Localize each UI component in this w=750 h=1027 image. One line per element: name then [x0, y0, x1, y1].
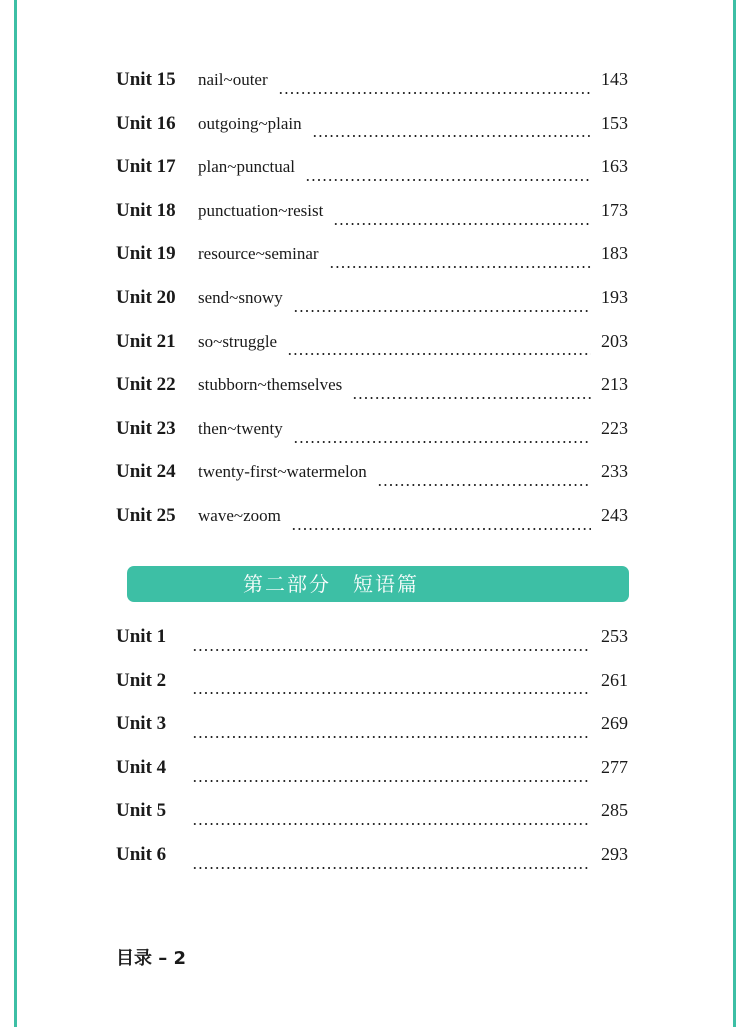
toc-entry — [116, 800, 628, 844]
dot-leader — [293, 441, 591, 443]
unit-label: Unit 21 — [116, 330, 176, 352]
dot-leader — [192, 823, 591, 825]
dot-leader — [305, 179, 591, 181]
word-range: stubborn~themselves — [198, 375, 343, 395]
word-range: so~struggle — [198, 331, 278, 351]
word-range: punctuation~resist — [198, 200, 324, 220]
word-range: plan~punctual — [198, 157, 296, 177]
page-number: 293 — [601, 843, 628, 864]
word-range: wave~zoom — [198, 505, 281, 525]
section-part-label: 第二部分 — [243, 572, 331, 596]
section-banner — [127, 566, 629, 602]
toc-entry — [116, 374, 628, 418]
dot-leader — [291, 528, 591, 530]
page-footer: 目录 – 2 — [116, 948, 187, 969]
dot-leader — [192, 867, 591, 869]
word-range: resource~seminar — [198, 244, 319, 264]
dot-leader — [352, 397, 591, 399]
dot-leader — [333, 223, 591, 225]
section-name-label: 短语篇 — [353, 572, 419, 596]
toc-entry — [116, 113, 628, 157]
dot-leader — [192, 692, 591, 694]
unit-label: Unit 23 — [116, 417, 176, 439]
toc-entry — [116, 626, 628, 670]
dot-leader — [293, 310, 591, 312]
unit-label: Unit 1 — [116, 626, 167, 647]
word-range: outgoing~plain — [198, 113, 302, 133]
page-number: 183 — [601, 243, 628, 264]
page-number: 223 — [601, 417, 628, 438]
dot-leader — [192, 736, 591, 738]
toc-entry — [116, 461, 628, 505]
dot-leader — [287, 353, 591, 355]
dot-leader — [377, 484, 591, 486]
page-number: 193 — [601, 286, 628, 307]
dot-leader — [312, 135, 591, 137]
toc-entry — [116, 713, 628, 757]
page-number: 143 — [601, 69, 628, 89]
word-range: nail~outer — [198, 70, 268, 89]
toc-entry — [116, 287, 628, 331]
page-number: 277 — [601, 756, 628, 777]
unit-label: Unit 16 — [116, 112, 176, 134]
page-number: 243 — [601, 504, 628, 525]
toc-entry — [116, 243, 628, 287]
toc-part1-list — [116, 69, 628, 549]
unit-label: Unit 6 — [116, 843, 167, 865]
unit-label: Unit 15 — [116, 69, 176, 90]
toc-entry — [116, 156, 628, 200]
unit-label: Unit 17 — [116, 156, 176, 178]
toc-entry — [116, 418, 628, 462]
unit-label: Unit 19 — [116, 243, 176, 265]
word-range: send~snowy — [198, 287, 283, 307]
page-number: 285 — [601, 800, 628, 821]
page-number: 233 — [601, 461, 628, 482]
word-range: then~twenty — [198, 418, 283, 438]
left-border-line — [14, 0, 17, 1027]
dot-leader — [329, 266, 591, 268]
page-number: 153 — [601, 112, 628, 133]
toc-entry — [116, 69, 628, 113]
unit-label: Unit 24 — [116, 461, 176, 483]
toc-entry — [116, 757, 628, 801]
unit-label: Unit 20 — [116, 286, 176, 308]
unit-label: Unit 22 — [116, 374, 176, 396]
page-number: 163 — [601, 156, 628, 177]
unit-label: Unit 25 — [116, 504, 176, 526]
unit-label: Unit 4 — [116, 756, 167, 778]
page-number: 173 — [601, 199, 628, 220]
page-number: 261 — [601, 669, 628, 690]
page-number: 213 — [601, 374, 628, 395]
toc-entry — [116, 844, 628, 888]
dot-leader — [278, 92, 591, 94]
unit-label: Unit 18 — [116, 199, 176, 221]
toc-entry — [116, 200, 628, 244]
right-border-line — [733, 0, 736, 1027]
page-number: 253 — [601, 626, 628, 646]
unit-label: Unit 3 — [116, 713, 167, 735]
word-range: twenty-first~watermelon — [198, 462, 367, 482]
page-number: 269 — [601, 713, 628, 734]
dot-leader — [192, 649, 591, 651]
unit-label: Unit 2 — [116, 669, 167, 691]
toc-entry — [116, 670, 628, 714]
dot-leader — [192, 780, 591, 782]
page-number: 203 — [601, 330, 628, 351]
toc-part2-list — [116, 626, 628, 888]
toc-entry — [116, 331, 628, 375]
toc-entry — [116, 505, 628, 549]
unit-label: Unit 5 — [116, 800, 167, 822]
